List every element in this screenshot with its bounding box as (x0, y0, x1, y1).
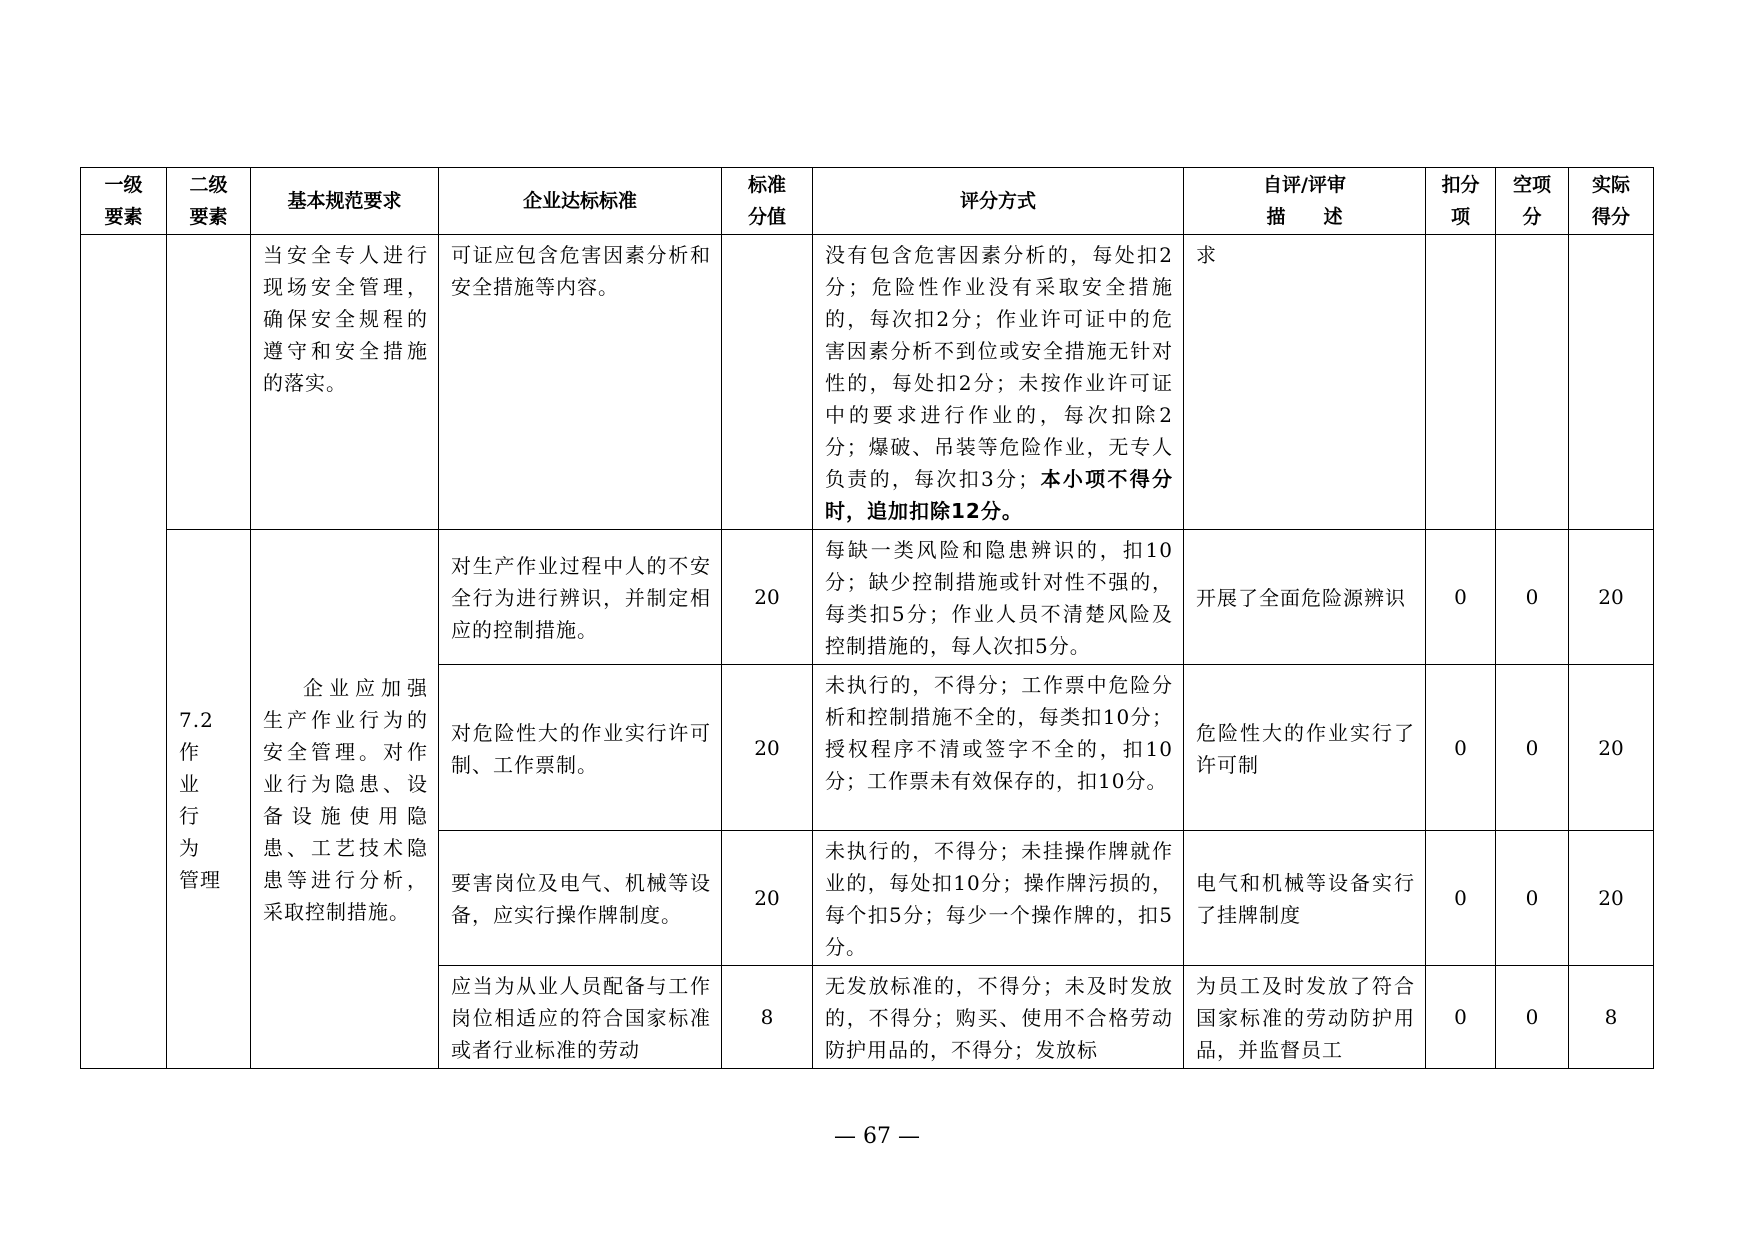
scoring-cell (813, 530, 1184, 665)
scoring-table (80, 167, 1654, 1069)
header-row (81, 168, 1654, 235)
requirement-text: 企业应加强生产作业行为的安全管理。对作业行为隐患、设备设施使用隐患、工艺技术隐患等进行分析，采取控制措施。 (263, 676, 428, 924)
header-description: 自评/评审 描 述 (1184, 168, 1426, 235)
standard-text: 对生产作业过程中人的不安全行为进行辨识，并制定相应的控制措施。 (451, 554, 711, 642)
description-text: 电气和机械等设备实行了挂牌制度 (1196, 871, 1415, 927)
description-text: 为员工及时发放了符合国家标准的劳动防护用品，并监督员工 (1196, 974, 1415, 1062)
actual-score-cell: 20 (1569, 831, 1654, 966)
table-row (81, 530, 1654, 665)
header-deduction: 扣分 项 (1426, 168, 1496, 235)
score-cell: 20 (722, 530, 813, 665)
standard-text: 对危险性大的作业实行许可制、工作票制。 (451, 720, 711, 777)
actual-score-cell (1569, 235, 1654, 530)
deduction-cell: 0 (1426, 530, 1496, 665)
scoring-text: 未执行的，不得分；未挂操作牌就作业的，每处扣10分；操作牌污损的，每个扣5分；每少一个操作牌的，扣5分。 (825, 839, 1173, 959)
standard-cell (439, 665, 722, 831)
header-level1-element: 一级 要素 (81, 168, 167, 235)
level1-element-cell (81, 235, 167, 1069)
description-cell (1184, 530, 1426, 665)
header-empty-score: 空项 分 (1496, 168, 1569, 235)
empty-score-cell: 0 (1496, 665, 1569, 831)
level2-element-text: 7.2 作 业 行 为 管理 (179, 708, 221, 892)
description-cell (1184, 966, 1426, 1069)
score-cell (722, 235, 813, 530)
scoring-text: 每缺一类风险和隐患辨识的，扣10分；缺少控制措施或针对性不强的，每类扣5分；作业人员不清楚风险及控制措施的，每人次扣5分。 (825, 538, 1173, 658)
description-cell (1184, 665, 1426, 831)
scoring-cell (813, 966, 1184, 1069)
standard-cell (439, 530, 722, 665)
scoring-text-normal: 没有包含危害因素分析的，每处扣2分；危险性作业没有采取安全措施的，每次扣2分；作业许可证中的危害因素分析不到位或安全措施无针对性的，每处扣2分；未按作业许可证中的要求进行作业的，每次扣除2分；爆破、吊装等危险作业，无专人负责的，每次扣3分； (825, 243, 1173, 491)
empty-score-cell: 0 (1496, 966, 1569, 1069)
actual-score-cell: 20 (1569, 530, 1654, 665)
scoring-text (813, 235, 1183, 529)
description-text: 危险性大的作业实行了许可制 (1196, 720, 1415, 777)
description-cell (1184, 235, 1426, 530)
requirement-cell (251, 235, 439, 530)
requirement-cell (251, 530, 439, 1069)
scoring-cell (813, 235, 1184, 530)
standard-cell (439, 235, 722, 530)
scoring-cell (813, 831, 1184, 966)
deduction-cell (1426, 235, 1496, 530)
deduction-cell: 0 (1426, 665, 1496, 831)
scoring-text-bold: 本小项不得分时，追加扣除12分。 (825, 467, 1174, 523)
table-row (81, 235, 1654, 530)
page-number: — 67 — (834, 1124, 920, 1149)
header-basic-requirement: 基本规范要求 (251, 168, 439, 235)
score-cell: 8 (722, 966, 813, 1069)
standard-text: 应当为从业人员配备与工作岗位相适应的符合国家标准或者行业标准的劳动 (451, 974, 711, 1062)
empty-score-cell: 0 (1496, 831, 1569, 966)
level2-element-cell (167, 530, 251, 1069)
header-scoring-method: 评分方式 (813, 168, 1184, 235)
requirement-text: 当安全专人进行现场安全管理，确保安全规程的遵守和安全措施的落实。 (263, 243, 428, 395)
level2-element-cell (167, 235, 251, 530)
description-text: 开展了全面危险源辨识 (1196, 586, 1406, 610)
scoring-text: 无发放标准的，不得分；未及时发放的，不得分；购买、使用不合格劳动防护用品的，不得分；发放标 (825, 974, 1173, 1062)
standard-cell (439, 966, 722, 1069)
header-level2-element: 二级 要素 (167, 168, 251, 235)
deduction-cell: 0 (1426, 966, 1496, 1069)
empty-score-cell (1496, 235, 1569, 530)
actual-score-cell: 20 (1569, 665, 1654, 831)
header-standard-score: 标准 分值 (722, 168, 813, 235)
standard-cell (439, 831, 722, 966)
actual-score-cell: 8 (1569, 966, 1654, 1069)
description-cell (1184, 831, 1426, 966)
description-text: 求 (1196, 243, 1217, 267)
empty-score-cell: 0 (1496, 530, 1569, 665)
scoring-text: 未执行的，不得分；工作票中危险分析和控制措施不全的，每类扣10分；授权程序不清或签字不全的，扣10分；工作票未有效保存的，扣10分。 (825, 673, 1173, 793)
score-cell: 20 (722, 665, 813, 831)
header-actual-score: 实际 得分 (1569, 168, 1654, 235)
standard-text: 可证应包含危害因素分析和安全措施等内容。 (451, 243, 711, 299)
score-cell: 20 (722, 831, 813, 966)
deduction-cell: 0 (1426, 831, 1496, 966)
scoring-cell (813, 665, 1184, 831)
header-enterprise-standard: 企业达标标准 (439, 168, 722, 235)
standard-text: 要害岗位及电气、机械等设备，应实行操作牌制度。 (451, 871, 711, 927)
